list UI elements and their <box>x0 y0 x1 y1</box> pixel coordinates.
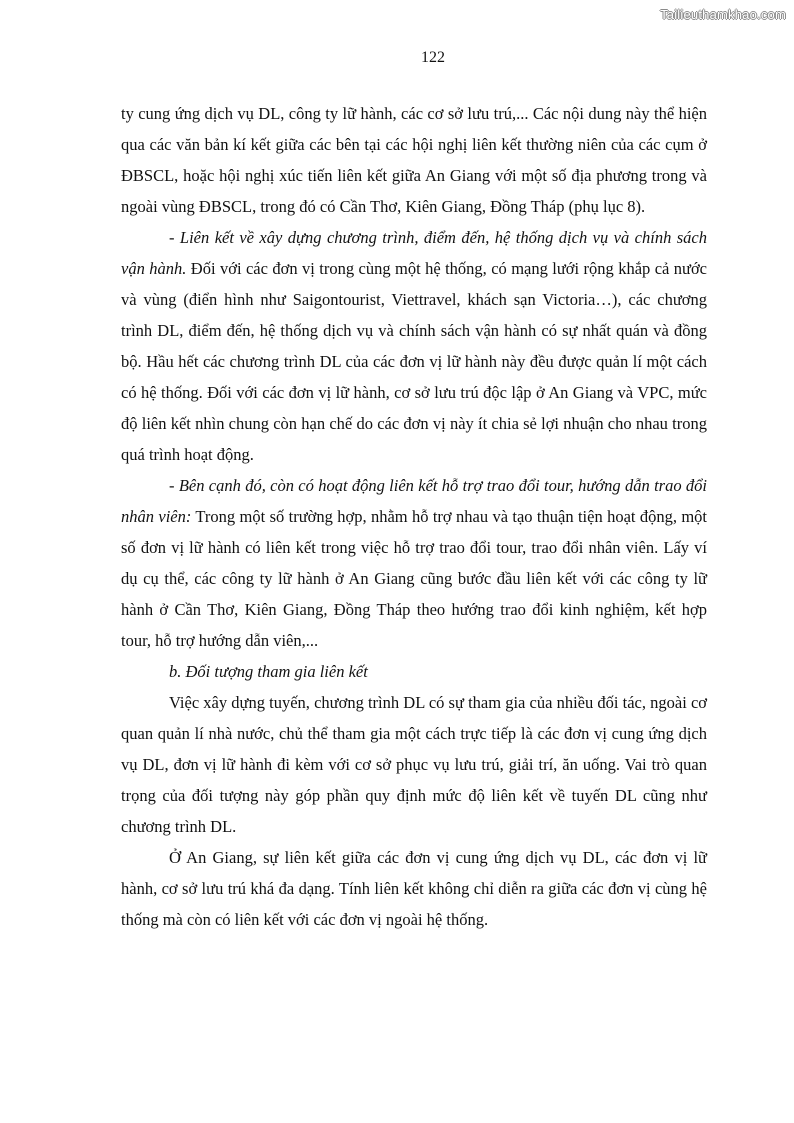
paragraph-tour-exchange <box>121 470 707 656</box>
paragraph-continuation: ty cung ứng dịch vụ DL, công ty lữ hành, các cơ sở lưu trú,... Các nội dung này thể hiện qua các văn bản kí kết giữa các bên tại các hội nghị liên kết thường niên của các cụm ở ĐBSCL, hoặc hội nghị xúc tiến liên kết giữa An Giang với một số địa phương trong và ngoài vùng ĐBSCL, trong đó có Cần Thơ, Kiên Giang, Đồng Tháp (phụ lục 8). <box>121 104 707 216</box>
paragraph-lead-italic: - Bên cạnh đó, còn có hoạt động liên kết hỗ trợ trao đổi tour, hướng dẫn trao đổi nhân viên: <box>121 476 707 526</box>
paragraph-lead-italic: - Liên kết về xây dựng chương trình, điểm đến, hệ thống dịch vụ và chính sách vận hành. <box>121 228 707 278</box>
paragraph-text: Trong một số trường hợp, nhằm hỗ trợ nhau và tạo thuận tiện hoạt động, một số đơn vị lữ hành có liên kết trong việc hỗ trợ trao đổi tour, trao đổi nhân viên. Lấy ví dụ cụ thể, các công ty lữ hành ở An Giang cũng bước đầu liên kết với các công ty lữ hành ở Cần Thơ, Kiên Giang, Đồng Tháp theo hướng trao đổi kinh nghiệm, kết hợp tour, hỗ trợ hướng dẫn viên,... <box>121 507 708 650</box>
paragraph-text: Đối với các đơn vị trong cùng một hệ thống, có mạng lưới rộng khắp cả nước và vùng (điển hình như Saigontourist, Viettravel, khách sạn Victoria…), các chương trình DL, điểm đến, hệ thống dịch vụ và chính sách vận hành có sự nhất quán và đồng bộ. Hầu hết các chương trình DL của các đơn vị lữ hành này đều được quản lí một cách có hệ thống. Đối với các đơn vị lữ hành, cơ sở lưu trú độc lập ở An Giang và VPC, mức độ liên kết nhìn chung còn hạn chế do các đơn vị này ít chia sẻ lợi nhuận cho nhau trong quá trình hoạt động. <box>121 259 707 464</box>
section-heading-b <box>121 656 707 687</box>
page-number: 122 <box>421 49 445 66</box>
document-body <box>121 98 707 935</box>
paragraph-an-giang: Ở An Giang, sự liên kết giữa các đơn vị cung ứng dịch vụ DL, các đơn vị lữ hành, cơ sở lưu trú khá đa dạng. Tính liên kết không chỉ diễn ra giữa các đơn vị cùng hệ thống mà còn có liên kết với các đơn vị ngoài hệ thống. <box>121 848 707 929</box>
paragraph-program-linkage <box>121 222 707 470</box>
section-heading-text: b. Đối tượng tham gia liên kết <box>169 662 368 681</box>
watermark: Tailieuthamkhao.com <box>660 7 786 22</box>
paragraph-participants: Việc xây dựng tuyến, chương trình DL có sự tham gia của nhiều đối tác, ngoài cơ quan quản lí nhà nước, chủ thể tham gia một cách trực tiếp là các đơn vị cung ứng dịch vụ DL, đơn vị lữ hành đi kèm với cơ sở phục vụ lưu trú, giải trí, ăn uống. Vai trò quan trọng của đối tượng này góp phần quy định mức độ liên kết về tuyến DL cũng như chương trình DL. <box>121 693 707 836</box>
